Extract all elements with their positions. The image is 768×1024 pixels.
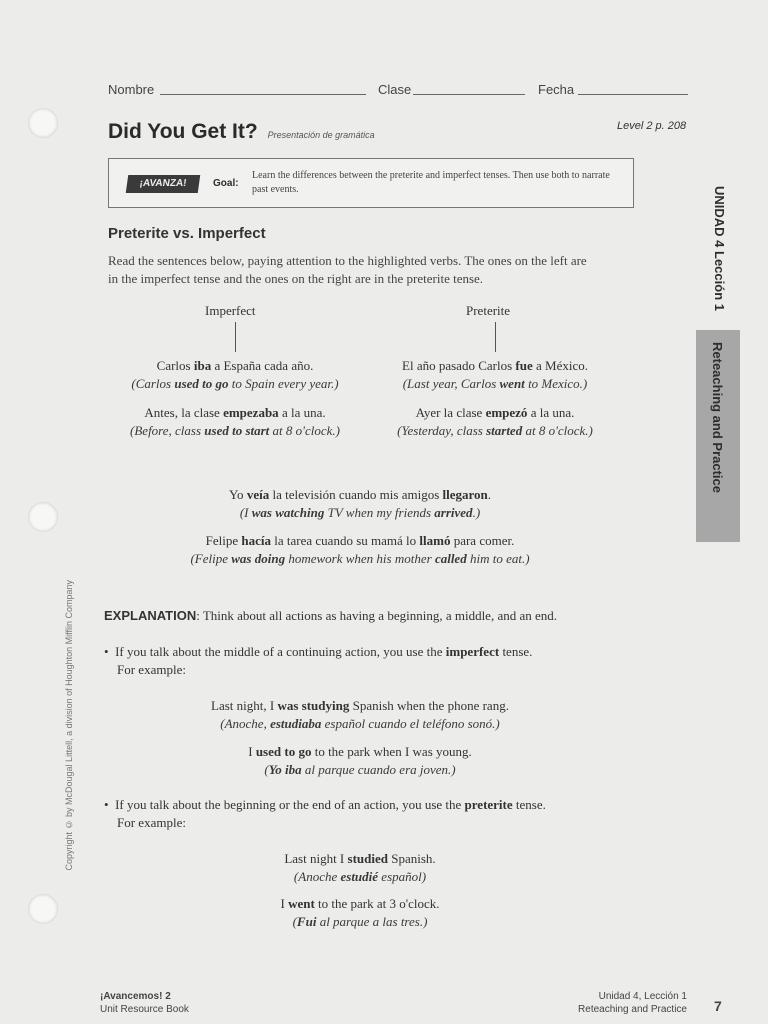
footer-unit-info (555, 990, 687, 1016)
imperfect-column-header: Imperfect (205, 303, 256, 318)
example-imperfect-2: Antes, la clase empezaba a la una. (Before, class used to start at 8 o'clock.) (130, 405, 340, 438)
reteaching-tab-label: Reteaching and Practice (710, 342, 725, 493)
example-preterite-2: Ayer la clase empezó a la una. (Yesterday, class started at 8 o'clock.) (397, 405, 593, 438)
footer-book: ¡Avancemos! 2 (100, 991, 171, 1002)
name-line[interactable] (160, 94, 366, 95)
unit-lesson-label: UNIDAD 4 Lección 1 (712, 186, 727, 311)
imperfect-example-2: I used to go to the park when I was young. (Yo iba al parque cuando era joven.) (248, 744, 472, 777)
binder-hole-bottom (28, 894, 58, 924)
preterite-column-header: Preterite (466, 303, 511, 318)
class-label: Clase (378, 82, 412, 97)
footer-section: Reteaching and Practice (578, 1004, 687, 1015)
title-main: Did You Get It? (108, 120, 258, 143)
combined-example-2: Felipe hacía la tarea cuando su mamá lo llamó para comer. (Felipe was doing homework when his mother called him to eat.) (190, 533, 530, 566)
level-reference: Level 2 p. 208 (617, 120, 687, 132)
preterite-connector (495, 322, 496, 352)
example-imperfect-1: Carlos iba a España cada año. (Carlos used to go to Spain every year.) (131, 358, 339, 391)
title-subtitle: Presentación de gramática (267, 130, 375, 140)
binder-hole-top (28, 108, 58, 138)
footer-book-info (100, 990, 189, 1016)
date-label: Fecha (538, 82, 575, 97)
section-heading: Preterite vs. Imperfect (108, 225, 266, 242)
copyright-notice: Copyright © by McDougal Littell, a division of Houghton Mifflin Company (64, 580, 74, 871)
avanza-badge: ¡AVANZA! (126, 175, 201, 193)
explanation-text: : Think about all actions as having a beginning, a middle, and an end. (196, 608, 558, 623)
class-line[interactable] (413, 94, 525, 95)
goal-box (108, 158, 634, 208)
explanation (104, 608, 624, 624)
bullet-imperfect: • If you talk about the middle of a continuing action, you use the imperfect tense. For example: (104, 644, 533, 677)
bullet-preterite: • If you talk about the beginning or the end of an action, you use the preterite tense. For example: (104, 797, 546, 830)
imperfect-example-1: Last night, I was studying Spanish when the phone rang. (Anoche, estudiaba español cuando el teléfono sonó.) (211, 698, 509, 731)
footer-unit: Unidad 4, Lección 1 (598, 991, 687, 1002)
explanation-label: EXPLANATION (104, 608, 197, 623)
preterite-example-2: I went to the park at 3 o'clock. (Fui al parque a las tres.) (280, 896, 440, 929)
binder-hole-middle (28, 502, 58, 532)
combined-example-1: Yo veía la televisión cuando mis amigos llegaron. (I was watching TV when my friends arrived.) (228, 487, 492, 520)
imperfect-connector (235, 322, 236, 352)
name-label: Nombre (108, 82, 155, 97)
date-line[interactable] (578, 94, 688, 95)
page-number: 7 (714, 998, 722, 1014)
reteaching-tab (696, 330, 740, 542)
goal-text: Learn the differences between the preterite and imperfect tenses. Then use both to narrate past events. (252, 170, 610, 195)
page-title (108, 120, 375, 144)
preterite-example-1: Last night I studied Spanish. (Anoche estudié español) (284, 851, 436, 884)
example-preterite-1: El año pasado Carlos fue a México. (Last year, Carlos went to Mexico.) (402, 358, 588, 391)
goal-label: Goal: (213, 178, 239, 189)
section-intro: Read the sentences below, paying attention to the highlighted verbs. The ones on the left are in the imperfect tense and the ones on the right are in the preterite tense. (108, 253, 587, 286)
footer-resource: Unit Resource Book (100, 1004, 189, 1015)
